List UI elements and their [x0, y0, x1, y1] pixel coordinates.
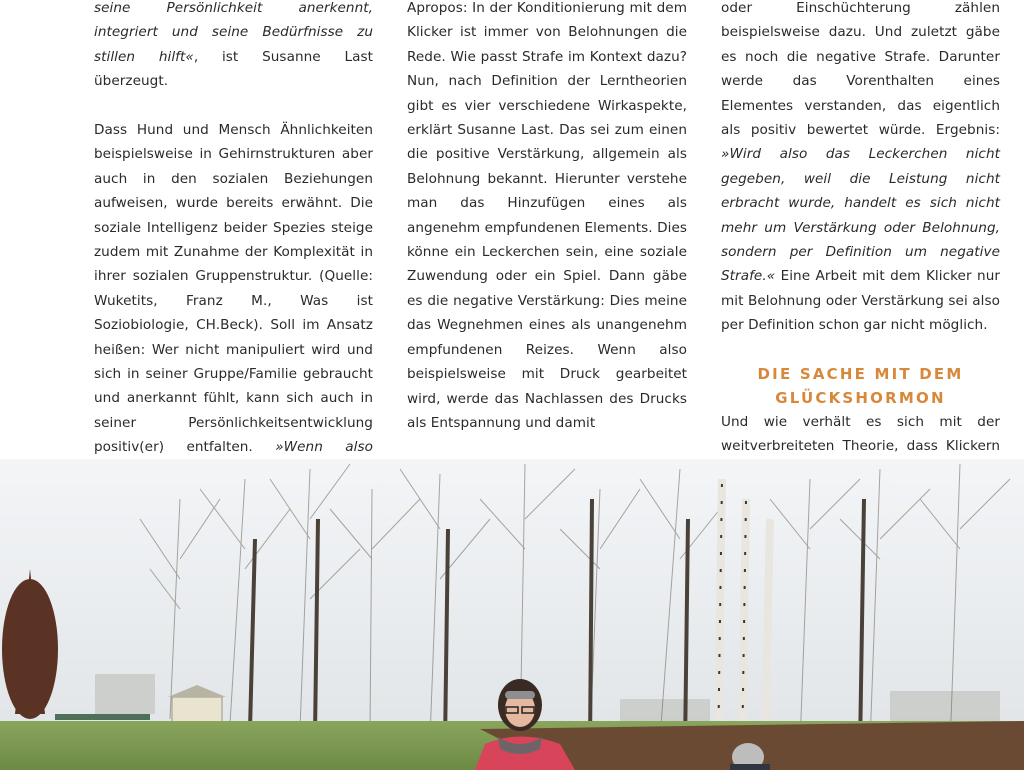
- paragraph: Apropos: In der Konditionierung mit dem Klicker ist immer von Belohnungen die Rede. Wie passt Strafe im Kontext dazu? Nun, nach Definition der Lerntheorien gibt es vier verschiedene Wirkaspekte, erklärt Susanne Last. Das sei zum einen die positive Verstärkung, allgemein als Belohnung bekannt. Hierunter verstehe man das Hinzufügen eines als angenehm empfundenen Elements. Dies könne ein Leckerchen sein, eine soziale Zuwendung oder ein Spiel. Dann gäbe es die negative Verstärkung: Dies meine das Wegnehmen eines als unangenehm empfundenen Reizes. Wenn also beispielsweise mit Druck gearbeitet wird, werde das Nachlassen des Drucks als Entspannung und damit: [407, 0, 687, 431]
- text-column-3: [721, 0, 1000, 483]
- quote-text: »Wird also das Leckerchen nicht gegeben, weil die Leistung nicht erbracht wurde, handelt es sich nicht mehr um Verstärkung oder Belohnung, sondern per Definition um negative Strafe.«: [721, 146, 1000, 285]
- paragraph: oder Einschüchterung zählen beispielsweise dazu. Und zuletzt gäbe es noch die negative Strafe. Darunter werde das Vorenthalten eines Elementes verstanden, das eigentlich als positiv bewertet würde. Ergebnis: »Wird also das Leckerchen nicht gegeben, weil die Leistung nicht erbracht wurde, handelt es sich nicht mehr um Verstärkung oder Belohnung, sondern per Definition um negative Strafe.« Eine Arbeit mit dem Klicker nur mit Belohnung oder Verstärkung sei also per Definition schon gar nicht möglich.: [721, 0, 1000, 334]
- paragraph: Dass Hund und Mensch Ähnlichkeiten beispielsweise in Gehirnstrukturen aber auch in den sozialen Beziehungen aufweisen, wurde bereits erwähnt. Die soziale Intelligenz beider Spezies steige zudem mit Zunahme der Komplexität in ihrer sozialen Gruppenstruktur. (Quelle: Wuketits, Franz M., Was ist Soziobiologie, CH.Beck). Soll im Ansatz heißen: Wer nicht manipuliert wird und sich in seiner Gruppe/Familie gebraucht und anerkannt fühlt, kann sich auch in seiner Persönlichkeitsentwicklung positiv(er) entfalten. »Wenn also: [94, 118, 373, 509]
- paragraph: Und wie verhält es sich mit der weitverbreiteten Theorie, dass Klickern: [721, 413, 1000, 455]
- park-photo: [0, 459, 1024, 770]
- text-column-1: [94, 0, 373, 509]
- quote-text: seine Persönlichkeit anerkennt, integriert und seine Bedürfnisse zu stillen hilft«: [94, 0, 373, 65]
- quote-text: »Wenn also: [275, 439, 373, 456]
- section-heading: DIE SACHE MIT DEM GLÜCKSHORMON: [757, 364, 964, 407]
- text-column-2: [407, 0, 687, 435]
- paragraph: seine Persönlichkeit anerkennt, integriert und seine Bedürfnisse zu stillen hilft«, ist Susanne Last überzeugt.: [94, 0, 373, 90]
